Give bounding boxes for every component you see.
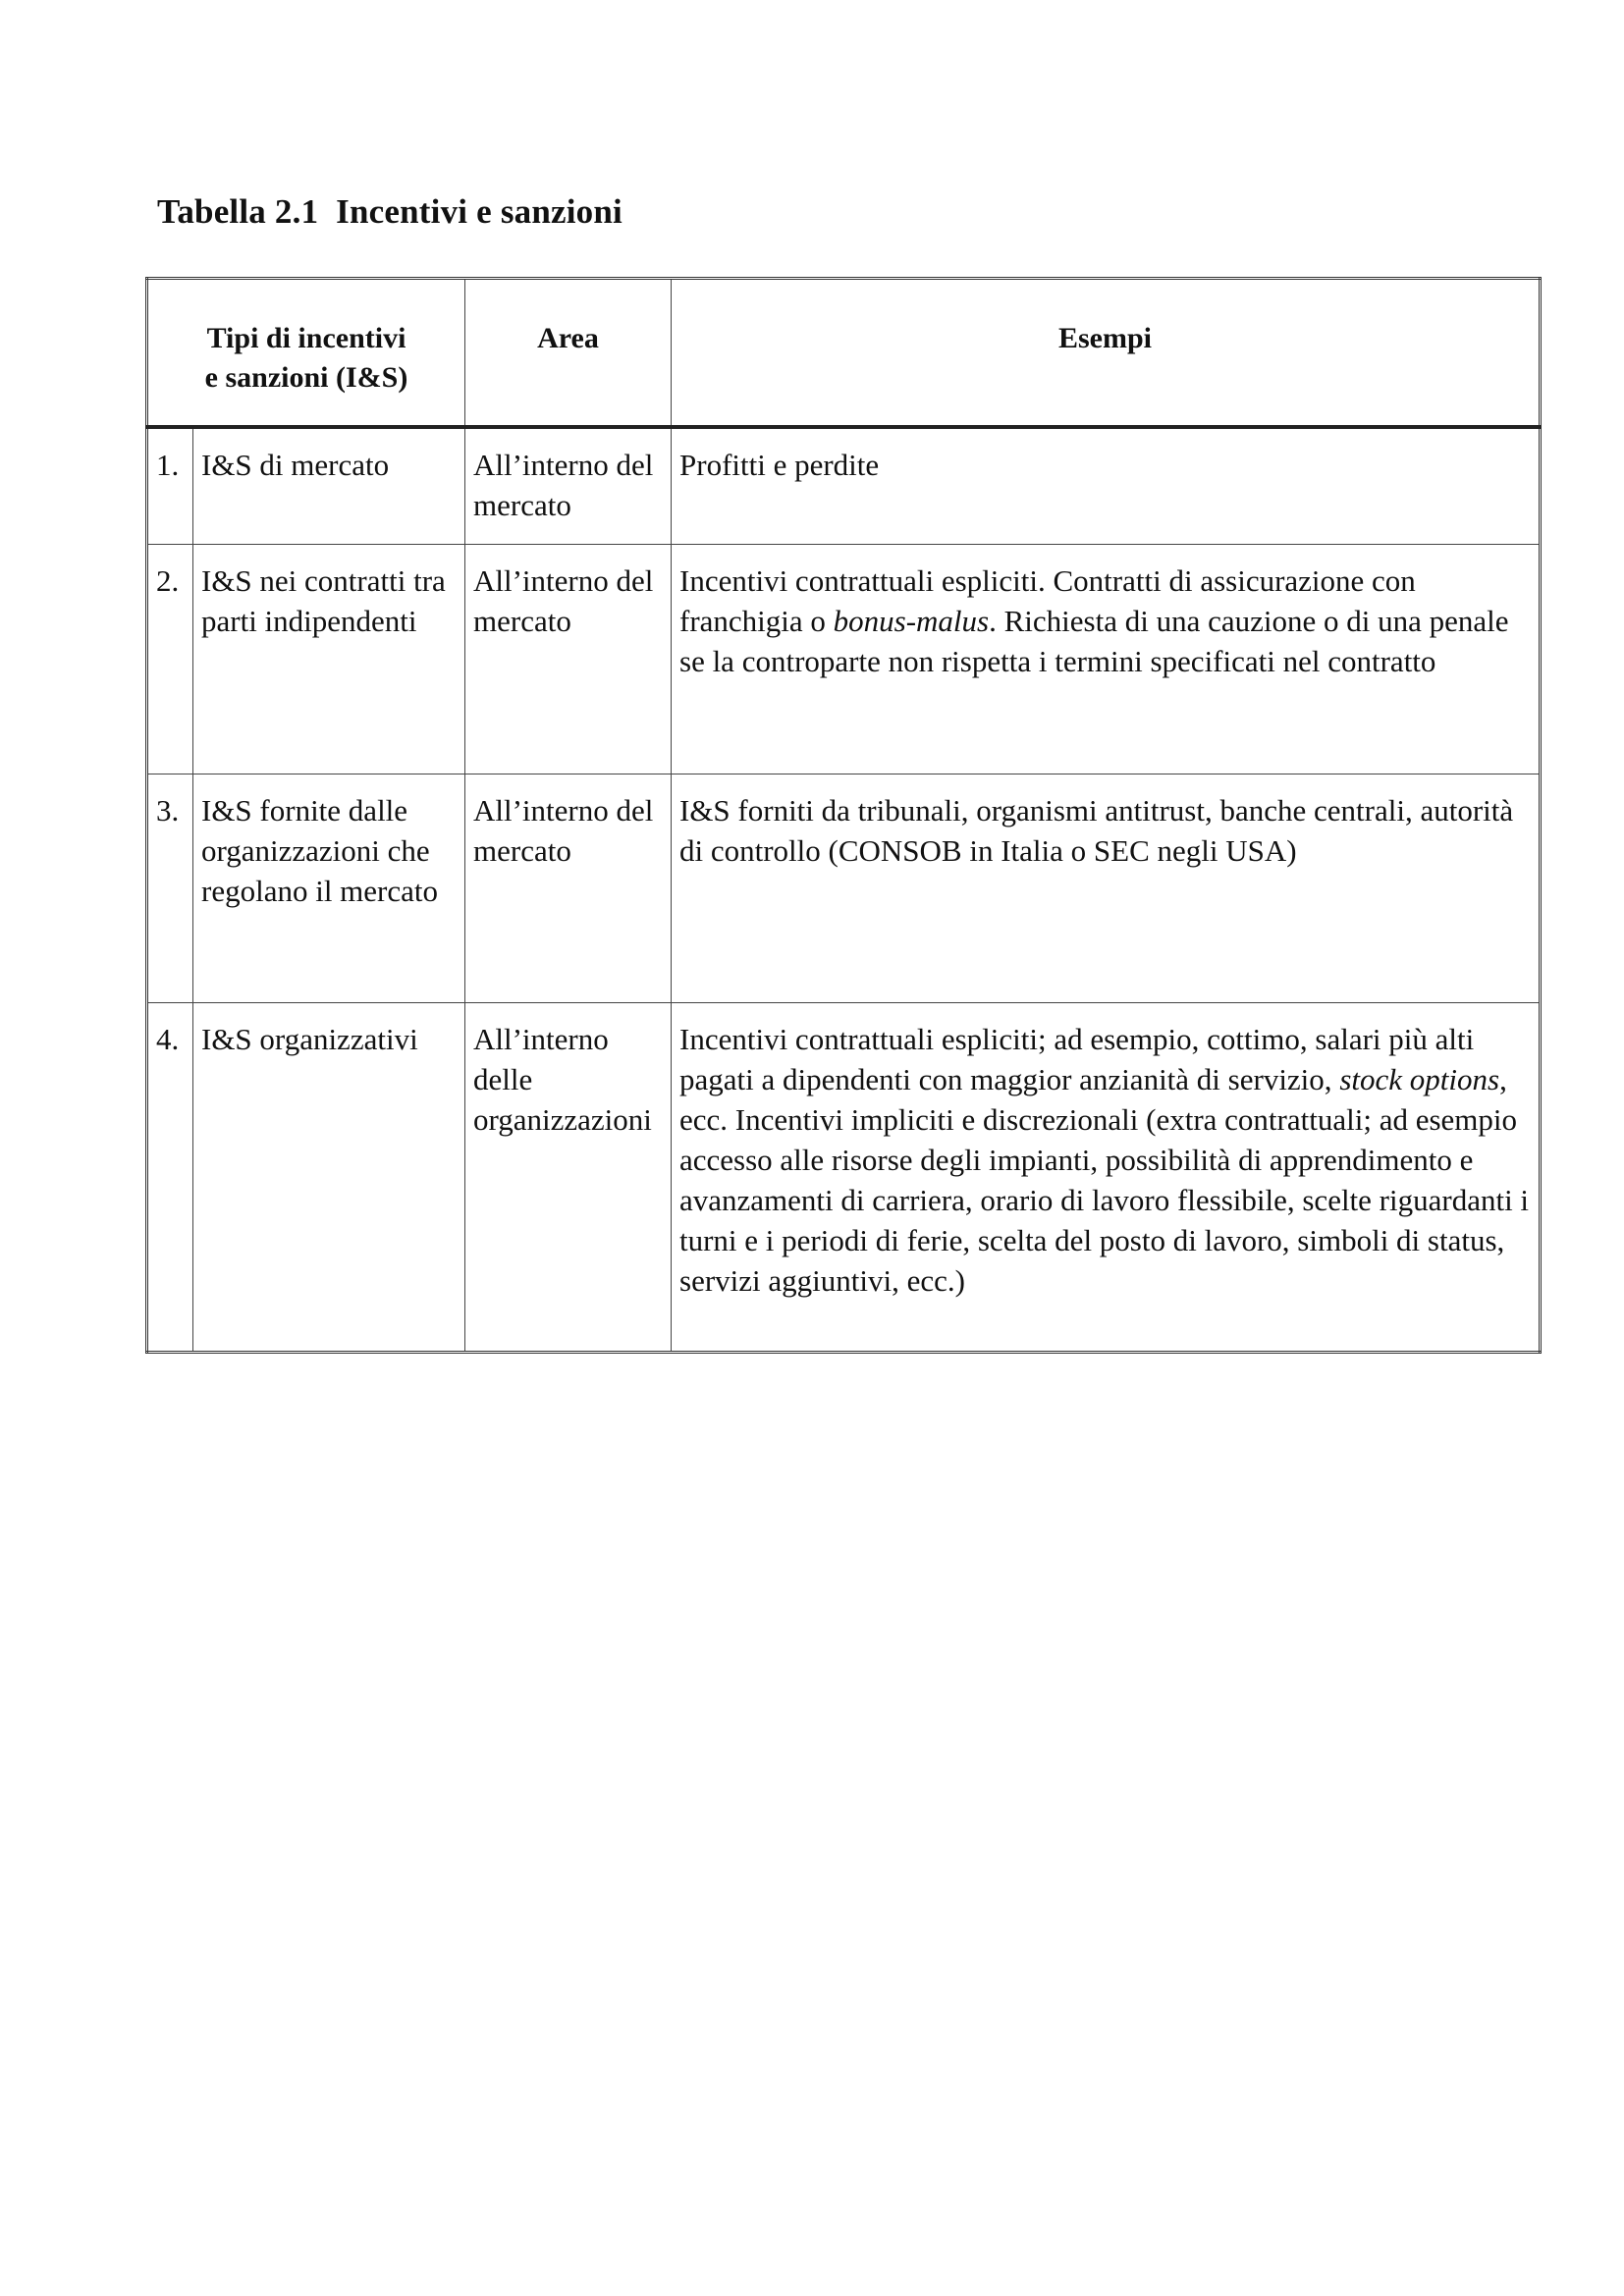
area-cell: All’interno del mercato [465, 427, 672, 545]
examples-text-segment: . Richiesta di una cauzione o di una penale se la controparte non rispetta i termini specificati nel contratto [679, 604, 1509, 678]
header-type [147, 279, 465, 428]
area-cell: All’interno delle organizzazioni [465, 1003, 672, 1353]
examples-text-segment: Profitti e perdite [679, 448, 880, 482]
row-number: 3. [147, 774, 193, 1003]
examples-cell [672, 427, 1541, 545]
examples-italic-segment: bonus-malus [833, 604, 990, 638]
table-row [147, 1003, 1541, 1353]
incentive-type-cell: I&S fornite dalle organizzazioni che regolano il mercato [193, 774, 465, 1003]
examples-text-segment: , ecc. Incentivi impliciti e discrezionali (extra contrattuali; ad esempio accesso alle risorse degli impianti, possibilità di apprendimento e avanzamenti di carriera, orario di lavoro flessibile, scelte riguardanti i turni e i periodi di ferie, scelta del posto di lavoro, simboli di status, servizi aggiuntivi, ecc.) [679, 1062, 1530, 1298]
table-header [147, 279, 1541, 428]
area-cell: All’interno del mercato [465, 774, 672, 1003]
table-body [147, 427, 1541, 1353]
incentive-type-cell: I&S nei contratti tra parti indipendenti [193, 545, 465, 774]
row-number: 2. [147, 545, 193, 774]
row-number: 4. [147, 1003, 193, 1353]
header-type-line1: Tipi di incentivi [206, 322, 406, 354]
incentive-type-cell: I&S organizzativi [193, 1003, 465, 1353]
header-area: Area [465, 279, 672, 428]
incentive-type-cell: I&S di mercato [193, 427, 465, 545]
row-number: 1. [147, 427, 193, 545]
table-row [147, 427, 1541, 545]
header-type-line2: e sanzioni (I&S) [204, 361, 408, 394]
examples-text-segment: Incentivi contrattuali espliciti; ad esempio, cottimo, salari più alti pagati a dipendenti con maggior anzianità di servizio, [679, 1022, 1475, 1096]
table-row [147, 774, 1541, 1003]
examples-cell [672, 1003, 1541, 1353]
incentives-table [145, 277, 1542, 1354]
examples-cell [672, 545, 1541, 774]
area-cell: All’interno del mercato [465, 545, 672, 774]
table-caption: Tabella 2.1 Incentivi e sanzioni [157, 192, 623, 231]
examples-cell [672, 774, 1541, 1003]
examples-text-segment: Incentivi contrattuali espliciti. Contratti di assicurazione con franchigia o [679, 563, 1416, 638]
table-row [147, 545, 1541, 774]
header-examples: Esempi [672, 279, 1541, 428]
examples-italic-segment: stock options [1339, 1062, 1500, 1096]
examples-text-segment: I&S forniti da tribunali, organismi antitrust, banche centrali, autorità di controllo (CONSOB in Italia o SEC negli USA) [679, 793, 1514, 868]
